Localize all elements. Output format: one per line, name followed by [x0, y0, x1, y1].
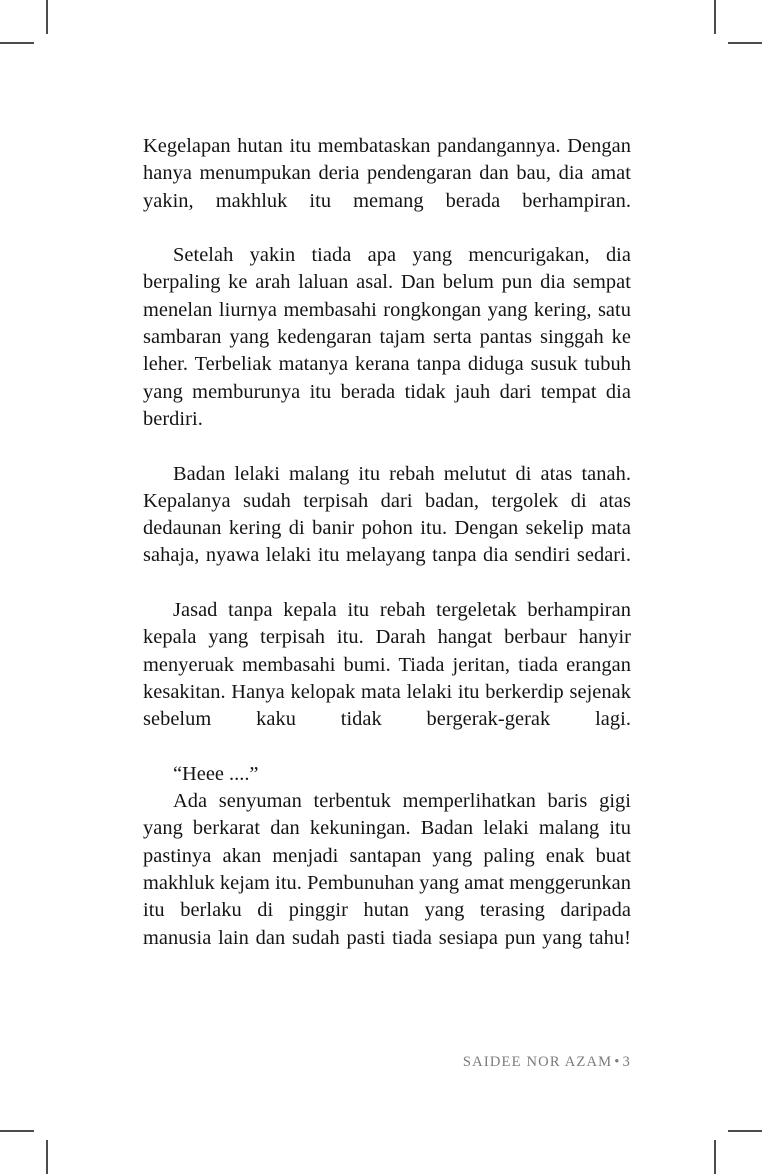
body-paragraph: Badan lelaki malang itu rebah melutut di atas tanah. Kepalanya sudah terpisah dari badan, tergolek di atas dedaunan kering di banir pohon itu. Dengan sekelip mata sahaja, nyawa lelaki itu melayang tanpa dia sendiri sedari.	[143, 462, 631, 567]
crop-mark-bottom-right-vertical	[714, 1140, 716, 1174]
footer-separator-bullet: •	[614, 1054, 621, 1070]
body-paragraph: Jasad tanpa kepala itu rebah tergeletak berhampiran kepala yang terpisah itu. Darah hangat berbaur hanyir menyeruak membasahi bumi. Tiada jeritan, tiada erangan kesakitan. Hanya kelopak mata lelaki itu berkerdip sejenak sebelum kaku tidak bergerak-gerak lagi.	[143, 599, 631, 731]
crop-mark-bottom-left-vertical	[46, 1140, 48, 1174]
crop-mark-top-left-vertical	[46, 0, 48, 34]
page-text-block	[143, 133, 631, 979]
crop-mark-top-left-horizontal	[0, 42, 34, 44]
crop-mark-bottom-left-horizontal	[0, 1130, 34, 1132]
body-paragraph: Ada senyuman terbentuk memperlihatkan baris gigi yang berkarat dan kekuningan. Badan lelaki malang itu pastinya akan menjadi santapan yang paling enak buat makhluk kejam itu. Pembunuhan yang amat menggerunkan itu berlaku di pinggir hutan yang terasing daripada manusia lain dan sudah pasti tiada sesiapa pun yang tahu!	[143, 790, 631, 949]
body-paragraph: Setelah yakin tiada apa yang mencurigakan, dia berpaling ke arah laluan asal. Dan belum pun dia sempat menelan liurnya membasahi rongkongan yang kering, satu sambaran yang kedengaran tajam serta pantas singgah ke leher. Terbeliak matanya kerana tanpa diduga susuk tubuh yang memburunya itu berada tidak jauh dari tempat dia berdiri.	[143, 244, 631, 430]
dialogue-line: “Heee ....”	[173, 762, 259, 785]
footer-page-number: 3	[622, 1054, 631, 1070]
footer-author: SAIDEE NOR AZAM	[462, 1054, 613, 1070]
body-paragraph: Kegelapan hutan itu membataskan pandangannya. Dengan hanya menumpukan deria pendengaran dan bau, dia amat yakin, makhluk itu memang berada berhampiran.	[143, 135, 631, 212]
crop-mark-bottom-right-horizontal	[728, 1130, 762, 1132]
crop-mark-top-right-vertical	[714, 0, 716, 34]
crop-mark-top-right-horizontal	[728, 42, 762, 44]
running-footer	[143, 1054, 631, 1071]
